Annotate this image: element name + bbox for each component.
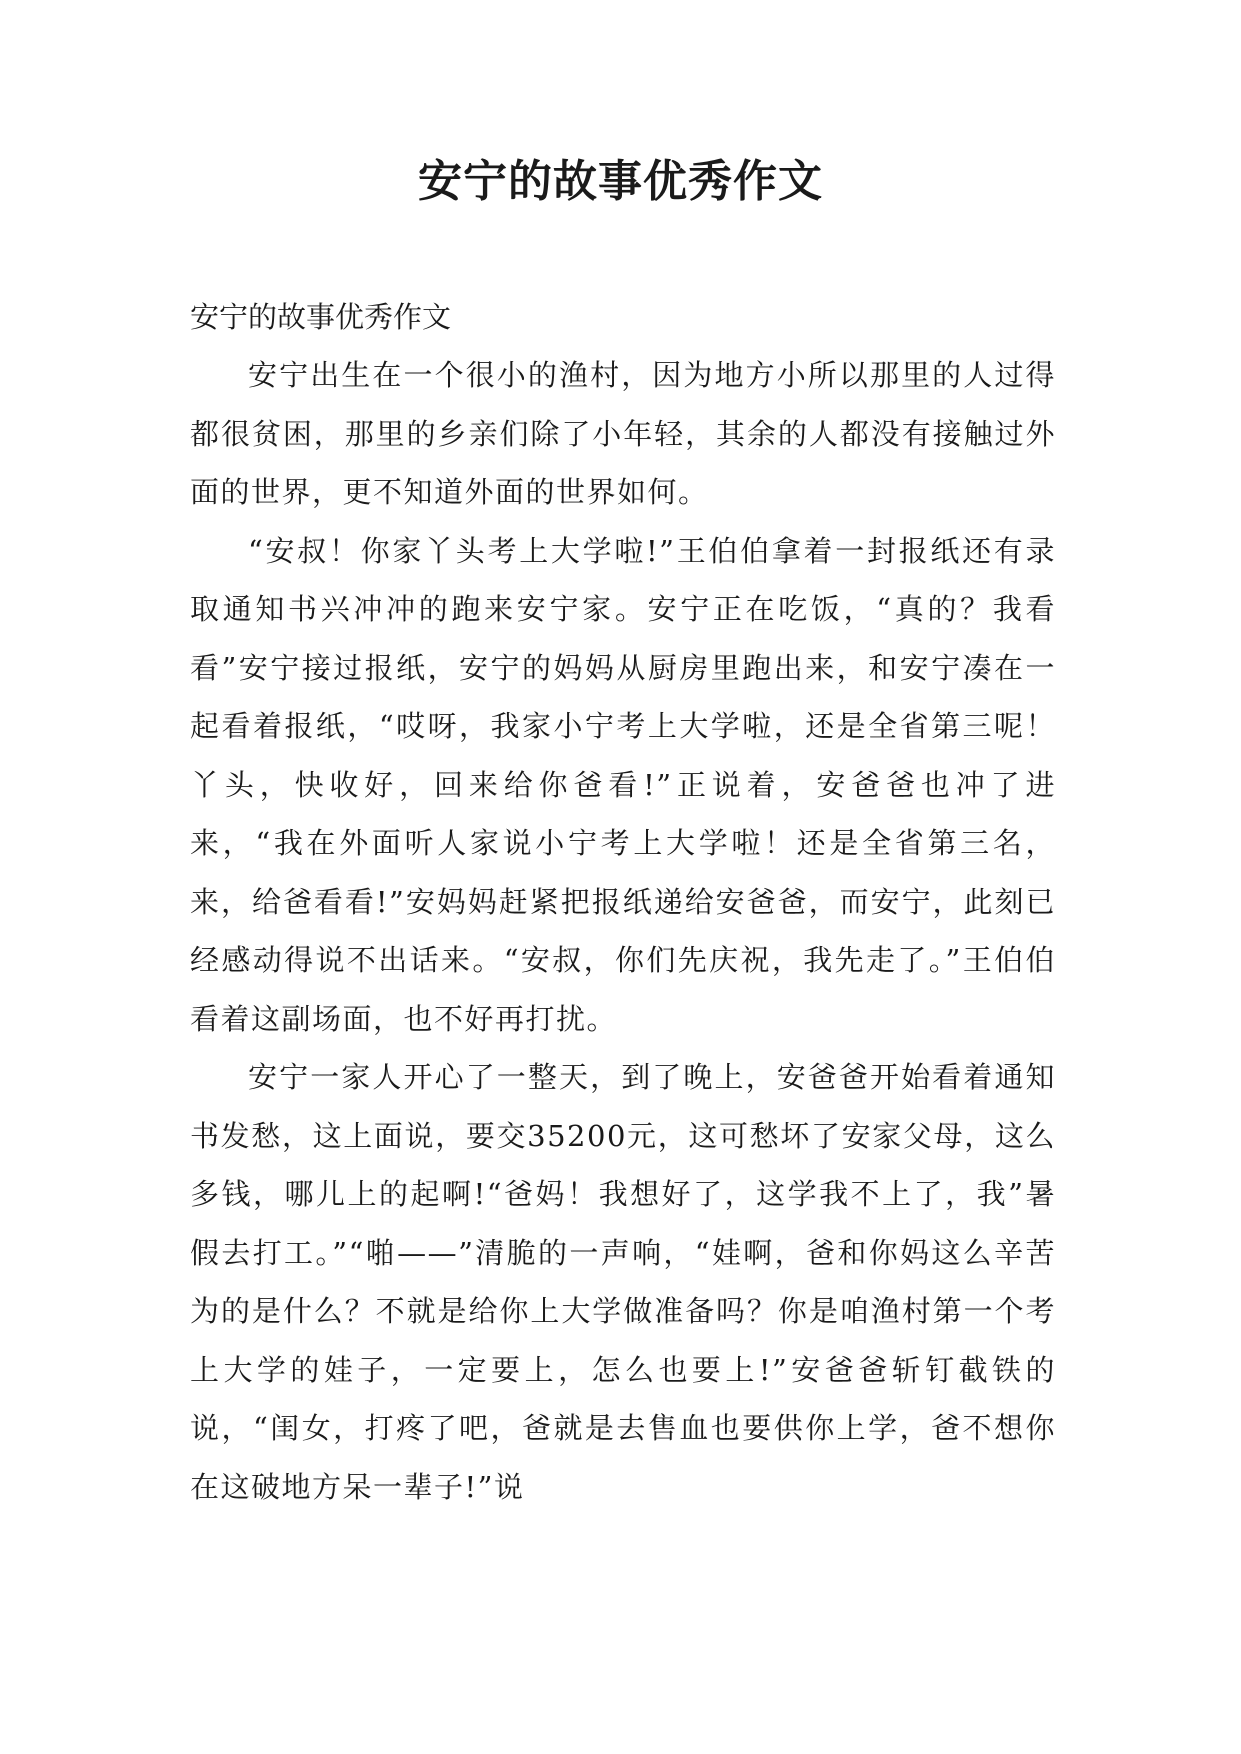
document-body bbox=[190, 288, 1056, 1516]
paragraph-2: “安叔！你家丫头考上大学啦!”王伯伯拿着一封报纸还有录取通知书兴冲冲的跑来安宁家。安宁正在吃饭，“真的？我看看”安宁接过报纸，安宁的妈妈从厨房里跑出来，和安宁凑在一起看着报纸，“哎呀，我家小宁考上大学啦，还是全省第三呢！丫头，快收好，回来给你爸看!”正说着，安爸爸也冲了进来，“我在外面听人家说小宁考上大学啦！还是全省第三名，来，给爸看看!”安妈妈赶紧把报纸递给安爸爸，而安宁，此刻已经感动得说不出话来。“安叔，你们先庆祝，我先走了。”王伯伯看着这副场面，也不好再打扰。 bbox=[190, 533, 1056, 1036]
paragraph-1: 安宁出生在一个很小的渔村，因为地方小所以那里的人过得都很贫困，那里的乡亲们除了小年轻，其余的人都没有接触过外面的世界，更不知道外面的世界如何。 bbox=[190, 358, 1056, 509]
paragraph-3: 安宁一家人开心了一整天，到了晚上，安爸爸开始看着通知书发愁，这上面说，要交35200元，这可愁坏了安家父母，这么多钱，哪儿上的起啊!“爸妈！我想好了，这学我不上了，我”暑假去打工。”“啪——”清脆的一声响，“娃啊，爸和你妈这么辛苦为的是什么？不就是给你上大学做准备吗？你是咱渔村第一个考上大学的娃子，一定要上，怎么也要上!”安爸爸斩钉截铁的说，“闺女，打疼了吧，爸就是去售血也要供你上学，爸不想你在这破地方呆一辈子!”说 bbox=[190, 1060, 1056, 1504]
document-title: 安宁的故事优秀作文 bbox=[418, 156, 823, 207]
document-subtitle: 安宁的故事优秀作文 bbox=[190, 300, 452, 334]
